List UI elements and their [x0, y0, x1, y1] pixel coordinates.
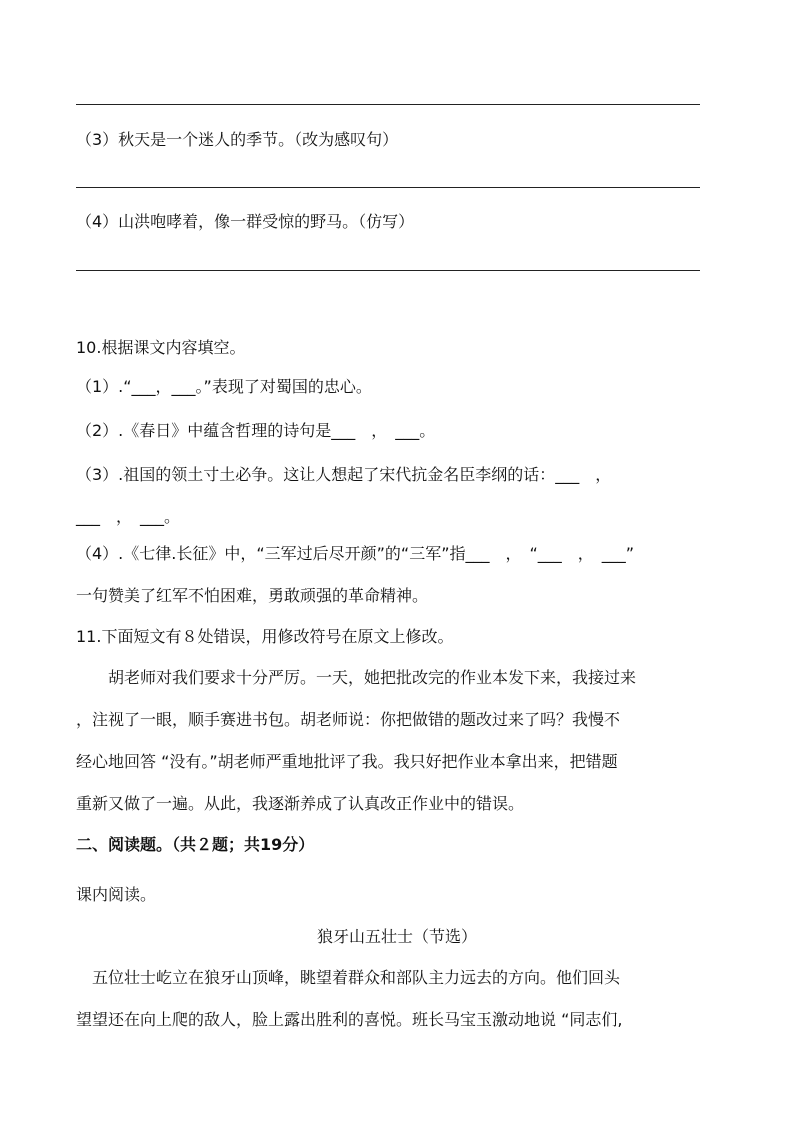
passage-line: 胡老师对我们要求十分严厉。一天，她把批改完的作业本发下来，我接过来	[76, 668, 637, 687]
q10-item-4-line-1: （4）.《七律.长征》中，“三军过后尽开颜”的“三军”指___ ， “___ ， ___”	[76, 544, 635, 563]
q10-item-4-line-2: 一句赞美了红军不怕困难，勇敢顽强的革命精神。	[76, 586, 429, 605]
passage-line: ，注视了一眼，顺手赛进书包。胡老师说：你把做错的题改过来了吗？我慢不	[76, 710, 621, 729]
q10-item-2: （2）.《春日》中蕴含哲理的诗句是___ ， ___。	[76, 421, 436, 440]
q10-item-1: （1）.“___，___。”表现了对蜀国的忠心。	[76, 377, 372, 396]
section-2-heading: 二、阅读题。（共２题；共19分）	[76, 835, 315, 854]
passage-line: 望望还在向上爬的敌人，脸上露出胜利的喜悦。班长马宝玉激动地说 “同志们,	[76, 1010, 623, 1029]
passage-title: 狼牙山五壮士（节选）	[316, 927, 477, 946]
q11-title: 11.下面短文有８处错误，用修改符号在原文上修改。	[76, 627, 454, 646]
reading-passage	[76, 957, 726, 1041]
section-2-subtitle: 课内阅读。	[76, 885, 157, 904]
q9-item-4: （4）山洪咆哮着，像一群受惊的野马。（仿写）	[76, 212, 415, 231]
q9-item-3: （3）秋天是一个迷人的季节。（改为感叹句）	[76, 130, 399, 149]
answer-line	[76, 270, 700, 271]
q10-title: 10.根据课文内容填空。	[76, 338, 246, 357]
passage-line: 五位壮士屹立在狼牙山顶峰，眺望着群众和部队主力远去的方向。他们回头	[76, 968, 621, 987]
answer-line	[76, 104, 700, 105]
answer-line	[76, 187, 700, 188]
q10-item-3-line-2: ___ ， ___。	[76, 507, 181, 526]
q10-item-3-line-1: （3）.祖国的领土寸土必争。这让人想起了宋代抗金名臣李纲的话：___ ，	[76, 465, 612, 484]
passage-line: 经心地回答 “没有。”胡老师严重地批评了我。我只好把作业本拿出来，把错题	[76, 752, 618, 771]
q11-passage	[76, 657, 726, 825]
passage-line: 重新又做了一遍。从此，我逐渐养成了认真改正作业中的错误。	[76, 794, 525, 813]
